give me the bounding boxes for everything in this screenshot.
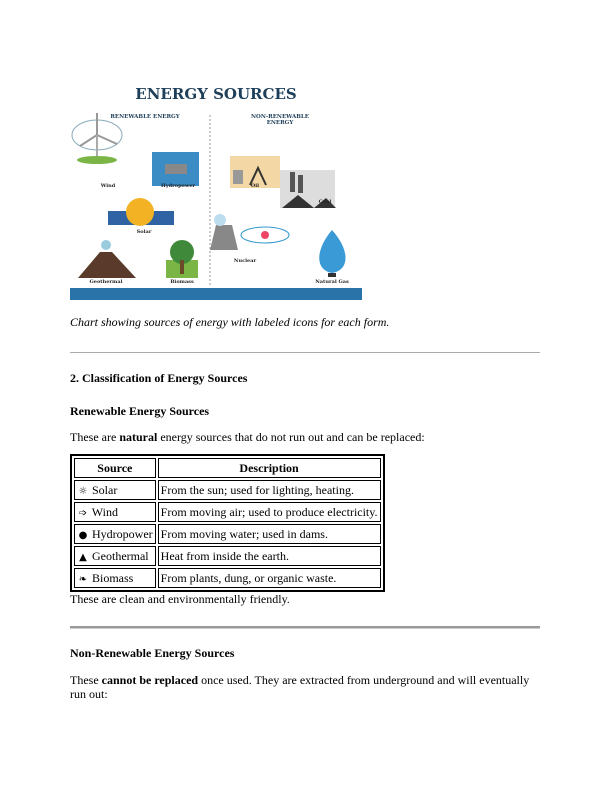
- source-cell: [74, 524, 156, 544]
- hydropower-icon: [152, 152, 199, 186]
- label-solar: Solar: [136, 229, 152, 235]
- label-oil: Oil: [250, 183, 260, 189]
- source-name: Biomass: [92, 570, 134, 585]
- source-cell: [74, 546, 156, 566]
- table-row: [74, 546, 381, 566]
- label-natural-gas: Natural Gas: [315, 279, 349, 285]
- solar-icon: [108, 198, 174, 226]
- table-row: [74, 480, 381, 500]
- nonrenewable-heading: Non-Renewable Energy Sources: [70, 646, 235, 660]
- label-geothermal: Geothermal: [89, 279, 123, 285]
- renewable-sources-table: [70, 454, 385, 592]
- table-row: [74, 524, 381, 544]
- sun-icon: ☼: [78, 485, 88, 497]
- renewable-intro: These are natural energy sources that do not run out and can be replaced:: [70, 430, 425, 444]
- description-cell: Heat from inside the earth.: [158, 546, 381, 566]
- geothermal-icon: [78, 240, 136, 278]
- source-name: Wind: [91, 504, 118, 519]
- description-cell: From the sun; used for lighting, heating.: [158, 480, 381, 500]
- renewable-outro: These are clean and environmentally friendly.: [70, 592, 290, 606]
- source-name: Geothermal: [92, 548, 149, 563]
- nuclear-icon: [210, 214, 289, 250]
- wind-icon: ➩: [78, 507, 88, 519]
- leaf-icon: ❧: [78, 573, 88, 585]
- source-cell: [74, 502, 156, 522]
- table-row: [74, 568, 381, 588]
- figure-footer-bar: [70, 288, 362, 300]
- label-hydropower: Hydropower: [160, 183, 196, 189]
- wind-turbine-icon: [72, 113, 122, 164]
- droplet-icon: ●: [78, 529, 88, 541]
- column-header-source: Source: [74, 458, 156, 478]
- renewable-heading: Renewable Energy Sources: [70, 404, 210, 418]
- natural-gas-icon: [319, 230, 345, 277]
- description-cell: From plants, dung, or organic waste.: [158, 568, 381, 588]
- energy-sources-illustration: [70, 80, 362, 302]
- column-header-description: Description: [158, 458, 381, 478]
- figure-title: ENERGY SOURCES: [135, 85, 297, 103]
- biomass-icon: [166, 240, 198, 278]
- energy-icons: [70, 80, 362, 302]
- figure-caption: Chart showing sources of energy with labeled icons for each form.: [70, 315, 390, 329]
- nonrenewable-heading: NON-RENEWABLE ENERGY: [251, 114, 309, 126]
- renewable-heading: RENEWABLE ENERGY: [110, 114, 180, 120]
- source-name: Hydropower: [92, 526, 153, 541]
- table-row: [74, 502, 381, 522]
- volcano-icon: ▲: [79, 551, 87, 563]
- source-name: Solar: [92, 482, 118, 497]
- source-cell: [74, 568, 156, 588]
- nonrenewable-intro: These cannot be replaced once used. They are extracted from underground and will eventually run out:: [70, 673, 530, 701]
- label-nuclear: Nuclear: [233, 258, 257, 264]
- label-biomass: Biomass: [170, 279, 194, 285]
- label-coal: Coal: [318, 199, 332, 205]
- source-cell: [74, 480, 156, 500]
- divider: [70, 352, 540, 353]
- description-cell: From moving water; used in dams.: [158, 524, 381, 544]
- section-heading: 2. Classification of Energy Sources: [70, 371, 248, 385]
- description-cell: From moving air; used to produce electricity.: [158, 502, 381, 522]
- divider-thick: [70, 626, 540, 629]
- label-wind: Wind: [100, 183, 116, 189]
